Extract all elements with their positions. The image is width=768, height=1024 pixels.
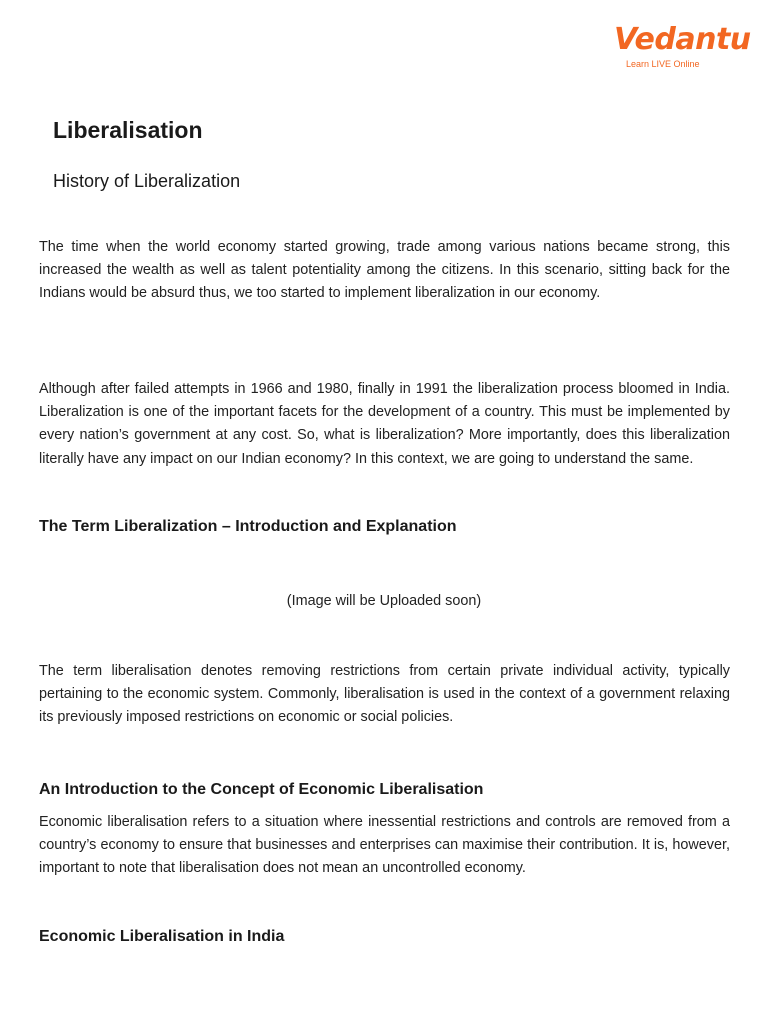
heading-term-liberalization: The Term Liberalization – Introduction and Explanation xyxy=(39,518,457,535)
logo-tagline: Learn LIVE Online xyxy=(626,59,700,69)
paragraph-economic-definition: Economic liberalisation refers to a situation where inessential restrictions and controls are removed from a country’s economy to ensure that businesses and enterprises can maximise their contribution. It is, however, important to note that liberalisation does not mean an uncontrolled economy. xyxy=(39,814,730,877)
heading-liberalisation-india: Economic Liberalisation in India xyxy=(39,928,285,945)
heading-economic-concept: An Introduction to the Concept of Economic Liberalisation xyxy=(39,781,484,798)
logo-wordmark: Vedantu xyxy=(614,22,751,57)
image-placeholder: (Image will be Uploaded soon) xyxy=(286,593,482,609)
history-heading: History of Liberalization xyxy=(53,171,241,191)
page-title: Liberalisation xyxy=(53,117,203,143)
paragraph-history-intro: The time when the world economy started growing, trade among various nations became strong, this increased the wealth as well as talent potentiality among the citizens. In this scenario, sitting back for the Indians would be absurd thus, we too started to implement liberalization in our economy. xyxy=(39,239,730,302)
paragraph-term-definition: The term liberalisation denotes removing restrictions from certain private individual activity, typically pertaining to the economic system. Commonly, liberalisation is used in the context of a government relaxing its previously imposed restrictions on economic or social policies. xyxy=(39,663,730,726)
vedantu-logo xyxy=(612,22,751,72)
paragraph-history-1991: Although after failed attempts in 1966 and 1980, finally in 1991 the liberalization process bloomed in India. Liberalization is one of the important facets for the development of a country. This must be implemented by every nation’s government at any cost. So, what is liberalization? More importantly, does this liberalization literally have any impact on our Indian economy? In this context, we are going to understand the same. xyxy=(39,381,730,467)
